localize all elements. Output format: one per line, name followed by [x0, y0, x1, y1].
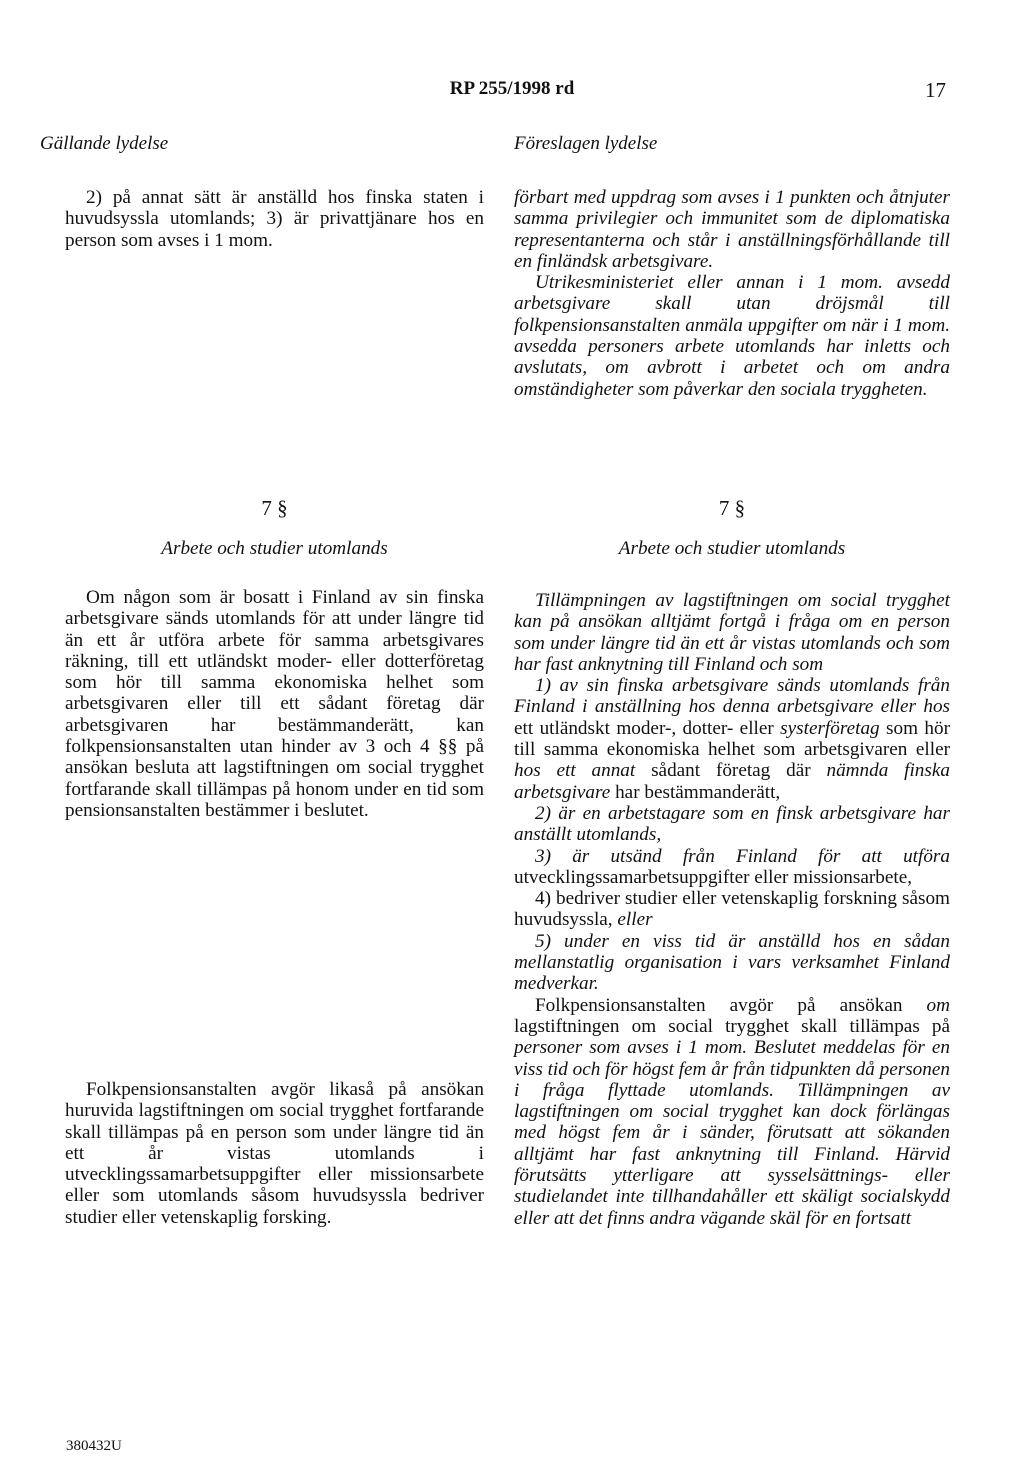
- right-column-heading: Föreslagen lydelse: [514, 133, 658, 154]
- left-column-heading: Gällande lydelse: [40, 133, 169, 154]
- left-paragraph-1: [65, 587, 484, 821]
- left-section-number: 7 §: [261, 496, 288, 520]
- right-top-paragraph-2: Utrikesministeriet eller annan i 1 mom. avsedd arbetsgivare skall utan dröjsmål till folkpensionsanstalten anmäla uppgifter om när i 1 mom. avsedda personers arbete utomlands har inletts och avslutats, om avbrott i arbetet och om andra omständigheter som påverkar den sociala tryggheten.: [514, 272, 950, 400]
- right-top-text: [514, 187, 950, 400]
- right-item-3: [514, 846, 950, 889]
- right-section-title: Arbete och studier utomlands: [618, 538, 846, 560]
- item1-part-e: hos ett annat: [514, 760, 636, 782]
- right-item-4: [514, 888, 950, 931]
- item1-part-b: ett utländskt moder-, dotter- eller: [514, 717, 781, 739]
- left-top-text: [65, 187, 484, 251]
- para-part-d: personer som avses i 1 mom. Beslutet meddelas för en viss tid och för högst fem år från tidpunkten då personen i fråga flyttade utomlands. Tillämpningen av lagstiftningen om social trygghet kan dock förlängas med högst fem år i sänder, förutsatt att sökanden alltjämt har fast anknytning till Finland. Härvid förutsätts ytterligare att sysselsättnings- eller studielandet inte tillhandahåller ett skäligt socialskydd eller att det finns andra vägande skäl för en fortsatt: [514, 1037, 950, 1229]
- para-part-c: lagstiftningen om social trygghet skall tillämpas på: [514, 1015, 950, 1037]
- page-number: 17: [925, 78, 946, 102]
- item4-part-a: 4) bedriver studier eller vetenskaplig forskning såsom huvudsyssla,: [514, 888, 950, 931]
- right-item-1: [514, 675, 950, 803]
- left-top-paragraph: 2) på annat sätt är anställd hos finska staten i huvudsyssla utomlands; 3) är privattjänare hos en person som avses i 1 mom.: [65, 187, 484, 251]
- left-section-block: [65, 498, 484, 560]
- left-para-2-text: Folkpensionsanstalten avgör likaså på ansökan huruvida lagstiftningen om social trygghet fortfarande skall tillämpas på en person som under längre tid än ett år vistas utomlands i utvecklingssamarbetsuppgifter eller missionsarbete eller som utomlands såsom huvudsyssla bedriver studier eller vetenskaplig forsking.: [65, 1079, 484, 1228]
- item1-part-h: har bestämmanderätt,: [610, 781, 781, 803]
- item3-part-a: 3) är utsänd från Finland för att utföra: [535, 845, 950, 867]
- item1-part-d: som hör till samma ekonomiska helhet som arbetsgivaren eller: [514, 717, 951, 761]
- right-item-2: 2) är en arbetstagare som en finsk arbetsgivare har anställt utomlands,: [514, 802, 950, 846]
- para-part-a: Folkpensionsanstalten avgör på ansökan: [535, 994, 927, 1016]
- right-item-5: 5) under en viss tid är anställd hos en sådan mellanstatlig organisation i vars verksamhet Finland medverkar.: [514, 930, 950, 995]
- item1-part-f: sådant företag där: [635, 760, 827, 782]
- right-section-number: 7 §: [718, 496, 746, 520]
- item1-part-g: nämnda finska arbetsgivare: [514, 760, 950, 803]
- item4-part-b: eller: [617, 909, 653, 931]
- right-top-paragraph: förbart med uppdrag som avses i 1 punkten och åtnjuter samma privilegier och immunitet som de diplomatiska representanterna och står i anställningsförhållande till en finländsk arbetsgivare.: [514, 187, 950, 272]
- left-paragraph-2: [65, 1079, 484, 1228]
- item1-part-a: 1) av sin finska arbetsgivare sänds utomlands från Finland i anställning hos denna arbetsgivare eller hos: [514, 675, 950, 718]
- document-title: RP 255/1998 rd: [449, 78, 575, 99]
- right-intro: Tillämpningen av lagstiftningen om social trygghet kan på ansökan alltjämt fortgå i fråga om en person som under längre tid än ett år vistas utomlands och som har fast anknytning till Finland och som: [514, 590, 950, 675]
- item3-part-b: utvecklingssamarbetsuppgifter eller missionsarbete,: [514, 866, 913, 888]
- footer-code: 380432U: [66, 1438, 122, 1454]
- item1-part-c: systerföretag: [780, 717, 880, 739]
- right-final-paragraph: [514, 995, 950, 1229]
- right-section-block: [514, 498, 950, 560]
- left-para-1-text: Om någon som är bosatt i Finland av sin finska arbetsgivare sänds utomlands för att under längre tid än ett år utföra arbete för samma arbetsgivares räkning, till ett utländskt moder- eller dotterföretag som hör till samma ekonomiska helhet som arbetsgivaren eller till ett sådant företag där arbetsgivaren har bestämmanderätt, kan folkpensionsanstalten utan hinder av 3 och 4 §§ på ansökan besluta att lagstiftningen om social trygghet fortfarande skall tillämpas på honom under en tid som pensionsanstalten bestämmer i beslutet.: [65, 587, 484, 821]
- para-part-b: om: [926, 994, 950, 1016]
- left-section-title: Arbete och studier utomlands: [161, 538, 388, 560]
- right-body: [514, 590, 950, 1229]
